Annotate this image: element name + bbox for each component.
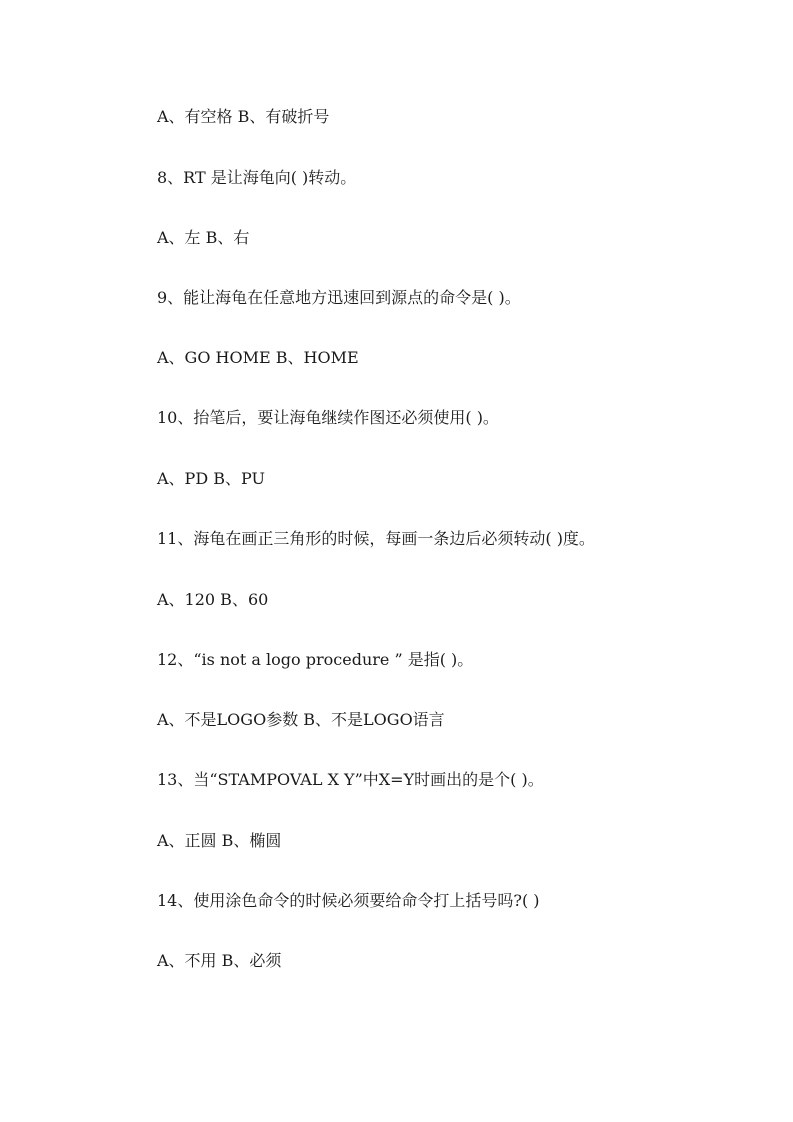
answer-options-7: A、有空格 B、有破折号 — [157, 107, 330, 126]
question-11: 11、海龟在画正三角形的时候，每画一条边后必须转动( )度。 — [157, 529, 595, 548]
answer-options-11: A、120 B、60 — [157, 590, 269, 609]
answer-options-8: A、左 B、右 — [157, 228, 250, 247]
answer-options-10: A、PD B、PU — [157, 469, 265, 488]
question-10: 10、抬笔后，要让海龟继续作图还必须使用( )。 — [157, 408, 499, 427]
question-14: 14、使用涂色命令的时候必须要给命令打上括号吗?( ) — [157, 891, 540, 910]
answer-options-12: A、不是LOGO参数 B、不是LOGO语言 — [157, 710, 445, 729]
question-12: 12、“is not a logo procedure ” 是指( )。 — [157, 650, 474, 669]
answer-options-14: A、不用 B、必须 — [157, 951, 282, 970]
question-13: 13、当“STAMPOVAL X Y”中X=Y时画出的是个( )。 — [157, 770, 544, 789]
question-8: 8、RT 是让海龟向( )转动。 — [157, 168, 357, 187]
question-9: 9、能让海龟在任意地方迅速回到源点的命令是( )。 — [157, 288, 521, 307]
answer-options-9: A、GO HOME B、HOME — [157, 348, 359, 367]
answer-options-13: A、正圆 B、椭圆 — [157, 831, 282, 850]
